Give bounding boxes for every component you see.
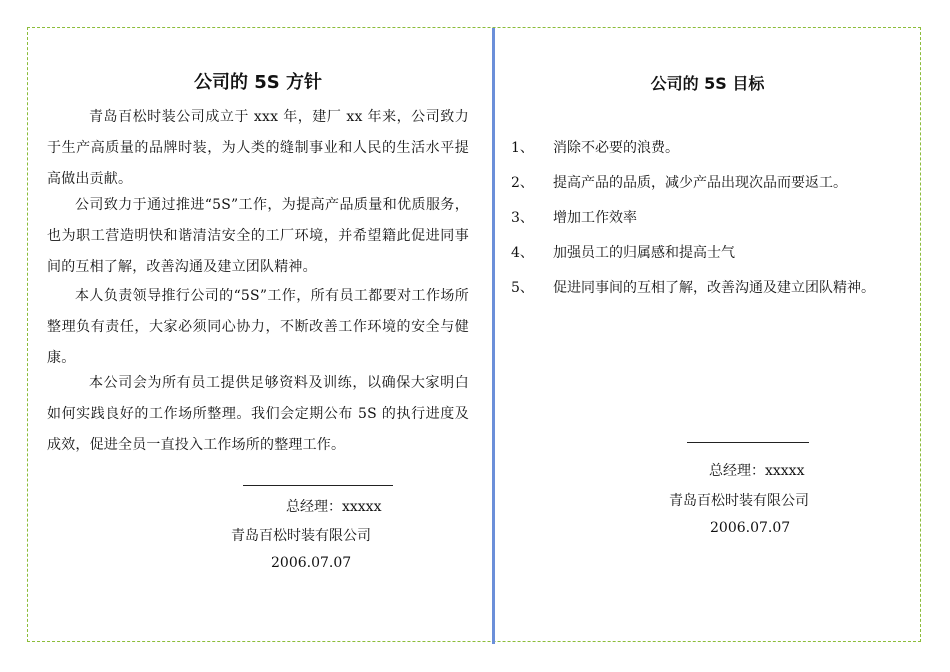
goal-text: 消除不必要的浪费。 — [553, 140, 679, 156]
goal-item — [511, 277, 911, 312]
signature-manager: 总经理：xxxxx — [709, 463, 805, 479]
policy-title: 公司的 5S 方针 — [193, 72, 323, 93]
policy-paragraph: 青岛百松时装公司成立于 xxx 年，建厂 xx 年来，公司致力于生产高质量的品牌时装，为人类的缝制事业和人民的生活水平提高做出贡献。 — [47, 109, 469, 187]
signature-line — [687, 442, 809, 443]
goal-text: 促进同事间的互相了解，改善沟通及建立团队精神。 — [553, 280, 875, 296]
signature-date: 2006.07.07 — [710, 520, 791, 536]
goal-item — [511, 242, 911, 277]
goal-item — [511, 137, 911, 172]
policy-paragraph: 本公司会为所有员工提供足够资料及训练，以确保大家明白如何实践良好的工作场所整理。我们会定期公布 5S 的执行进度及成效，促进全员一直投入工作场所的整理工作。 — [47, 375, 469, 453]
signature-company: 青岛百松时装有限公司 — [669, 493, 809, 509]
signature-company: 青岛百松时装有限公司 — [231, 528, 371, 544]
goals-title: 公司的 5S 目标 — [650, 74, 765, 93]
goal-number: 3、 — [511, 210, 534, 226]
page-divider — [492, 28, 495, 644]
policy-paragraph: 本人负责领导推行公司的“5S”工作，所有员工都要对工作场所整理负有责任，大家必须同心协力，不断改善工作环境的安全与健康。 — [47, 288, 469, 366]
signature-line — [243, 485, 393, 486]
goal-number: 5、 — [511, 280, 534, 296]
goal-text: 提高产品的品质，减少产品出现次品而要返工。 — [553, 175, 847, 191]
signature-date: 2006.07.07 — [271, 555, 352, 571]
goals-list — [511, 137, 911, 312]
goal-item — [511, 207, 911, 242]
goal-text: 加强员工的归属感和提高士气 — [553, 245, 735, 261]
goal-number: 4、 — [511, 245, 534, 261]
goal-number: 2、 — [511, 175, 534, 191]
goal-number: 1、 — [511, 140, 534, 156]
signature-manager: 总经理：xxxxx — [286, 499, 382, 515]
policy-paragraph: 公司致力于通过推进“5S”工作，为提高产品质量和优质服务，也为职工营造明快和谐清洁安全的工厂环境，并希望籍此促进同事间的互相了解，改善沟通及建立团队精神。 — [47, 197, 469, 275]
goal-item — [511, 172, 911, 207]
goal-text: 增加工作效率 — [553, 210, 637, 226]
